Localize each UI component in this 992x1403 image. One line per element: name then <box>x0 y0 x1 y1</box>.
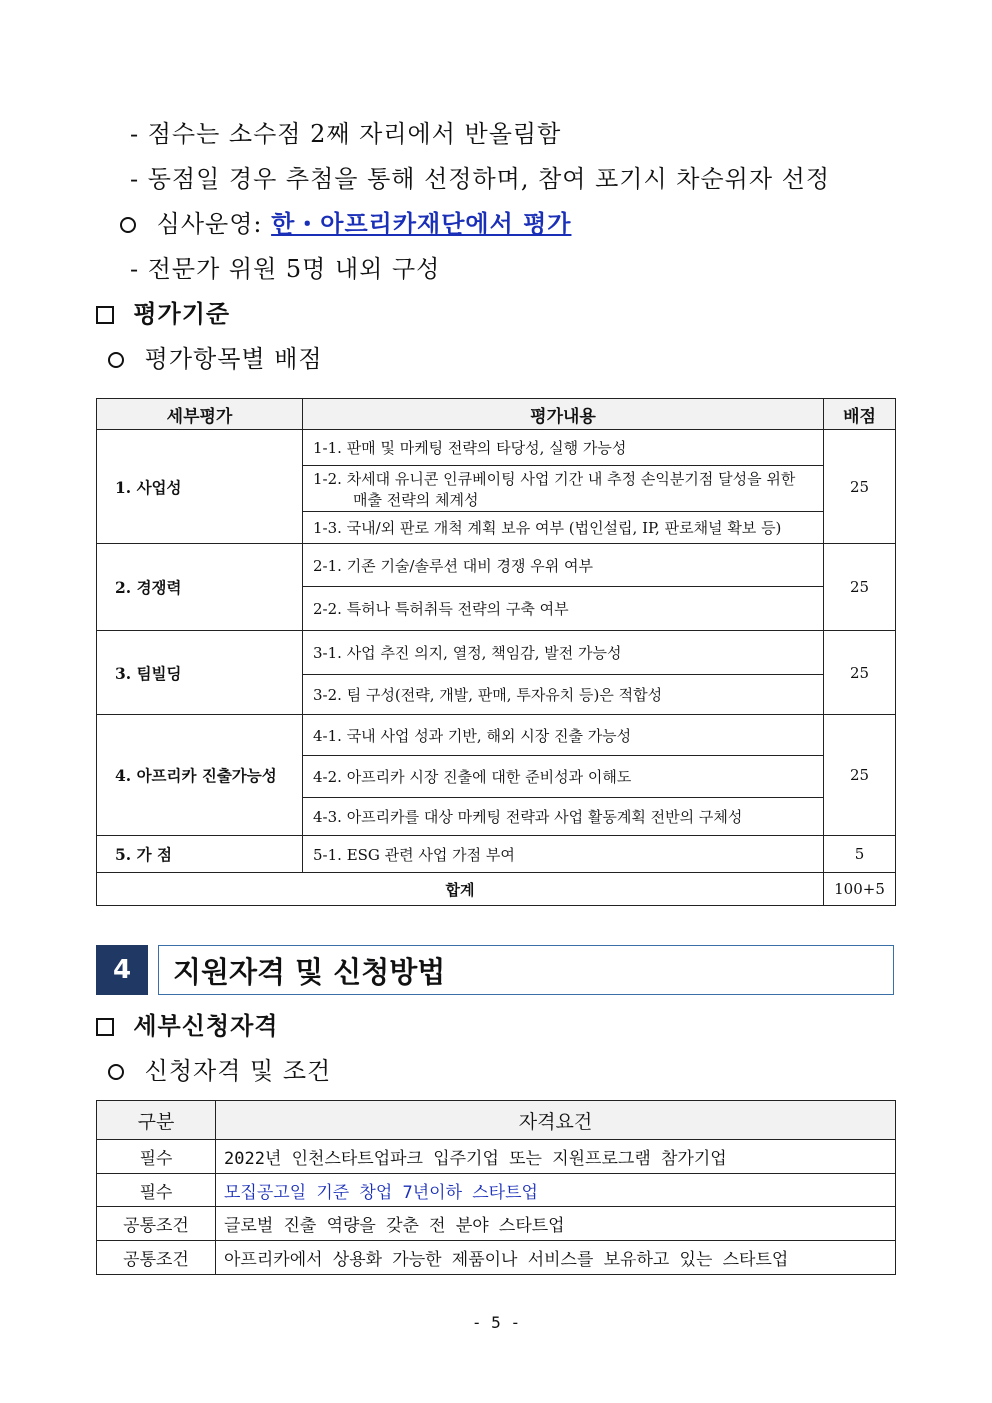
table-row <box>97 1140 896 1174</box>
page-number: - 5 - <box>471 1313 521 1332</box>
list-item: 2-2. 특허나 특허취득 전략의 구축 여부 <box>313 600 569 618</box>
eval-score-subheading-text: 평가항목별 배점 <box>144 345 323 373</box>
list-item-continuation: 매출 전략의 체계성 <box>353 490 479 509</box>
table-row <box>97 430 896 544</box>
apply-conditions-subheading-text: 신청자격 및 조건 <box>144 1057 332 1085</box>
review-committee-note: - 전문가 위원 5명 내외 구성 <box>130 255 441 283</box>
table-row <box>97 836 896 873</box>
list-item: 2-1. 기존 기술/솔루션 대비 경쟁 우위 여부 <box>303 544 823 587</box>
score-cell: 25 <box>824 715 896 836</box>
list-item: 4-3. 아프리카를 대상 마케팅 전략과 사업 활동계획 전반의 구체성 <box>313 808 743 826</box>
circle-bullet-icon <box>108 1064 124 1080</box>
list-item: 1-3. 국내/외 판로 개척 계획 보유 여부 (법인설립, IP, 판로채널 확보 등) <box>313 519 782 537</box>
square-bullet-icon <box>96 1018 114 1036</box>
list-item: 4-1. 국내 사업 성과 기반, 해외 시장 진출 가능성 <box>303 715 823 756</box>
scoring-rounding-note: - 점수는 소수점 2째 자리에서 반올림함 <box>130 120 562 148</box>
qualification-requirement: 2022년 인천스타트업파크 입주기업 또는 지원프로그램 참가기업 <box>216 1140 896 1174</box>
total-label: 합계 <box>97 873 824 906</box>
score-cell: 5 <box>824 836 896 873</box>
qualification-table <box>96 1100 896 1275</box>
total-value: 100+5 <box>824 873 896 906</box>
table-row <box>97 1241 896 1275</box>
review-operation-label: 심사운영: <box>156 210 272 238</box>
category-cell: 4. 아프리카 진출가능성 <box>97 715 303 836</box>
column-header: 평가내용 <box>303 399 824 430</box>
section-title: 지원자격 및 신청방법 <box>158 945 894 995</box>
list-item: 1-1. 판매 및 마케팅 전략의 타당성, 실행 가능성 <box>303 430 823 466</box>
category-cell: 2. 경쟁력 <box>97 544 303 631</box>
column-header: 자격요건 <box>216 1101 896 1140</box>
category-cell: 5. 가 점 <box>97 836 303 873</box>
tie-break-note: - 동점일 경우 추첨을 통해 선정하며, 참여 포기시 차순위자 선정 <box>130 165 830 193</box>
qualification-requirement: 모집공고일 기준 창업 7년이하 스타트업 <box>216 1174 896 1207</box>
category-cell: 3. 팀빌딩 <box>97 631 303 715</box>
score-cell: 25 <box>824 631 896 715</box>
column-header: 세부평가 <box>97 399 303 430</box>
review-operation-line <box>120 204 571 239</box>
score-cell: 25 <box>824 544 896 631</box>
table-row <box>97 715 896 836</box>
list-item: 5-1. ESG 관련 사업 가점 부여 <box>303 836 824 873</box>
table-row <box>97 1174 896 1207</box>
section-number-badge: 4 <box>96 945 148 995</box>
apply-qualification-heading <box>96 1006 278 1041</box>
list-item: 3-2. 팀 구성(전략, 개발, 판매, 투자유치 등)은 적합성 <box>313 686 663 704</box>
table-row <box>97 1207 896 1241</box>
list-item: 4-2. 아프리카 시장 진출에 대한 준비성과 이해도 <box>303 756 823 798</box>
qualification-requirement: 아프리카에서 상용화 가능한 제품이나 서비스를 보유하고 있는 스타트업 <box>216 1241 896 1275</box>
evaluation-table <box>96 398 896 906</box>
circle-bullet-icon <box>120 217 136 233</box>
eval-criteria-heading <box>96 294 230 329</box>
table-header-row <box>97 1101 896 1140</box>
table-row <box>97 544 896 631</box>
table-row <box>97 631 896 715</box>
eval-score-subheading <box>108 339 323 374</box>
circle-bullet-icon <box>108 352 124 368</box>
qualification-type: 공통조건 <box>97 1207 216 1241</box>
list-item-text: 1-2. 차세대 유니콘 인큐베이팅 사업 기간 내 추정 손익분기점 달성을 위한 <box>313 469 796 488</box>
apply-conditions-subheading <box>108 1051 331 1086</box>
column-header: 배점 <box>824 399 896 430</box>
qualification-type: 공통조건 <box>97 1241 216 1275</box>
square-bullet-icon <box>96 306 114 324</box>
qualification-requirement: 글로벌 진출 역량을 갖춘 전 분야 스타트업 <box>216 1207 896 1241</box>
category-cell: 1. 사업성 <box>97 430 303 544</box>
qualification-type: 필수 <box>97 1174 216 1207</box>
review-operation-value: 한・아프리카재단에서 평가 <box>271 209 572 238</box>
list-item <box>303 466 823 512</box>
qualification-type: 필수 <box>97 1140 216 1174</box>
eval-criteria-heading-text: 평가기준 <box>133 299 231 328</box>
column-header: 구분 <box>97 1101 216 1140</box>
table-total-row <box>97 873 896 906</box>
apply-qualification-heading-text: 세부신청자격 <box>133 1011 279 1040</box>
list-item: 3-1. 사업 추진 의지, 열정, 책임감, 발전 가능성 <box>303 631 823 675</box>
score-cell: 25 <box>824 430 896 544</box>
table-header-row <box>97 399 896 430</box>
